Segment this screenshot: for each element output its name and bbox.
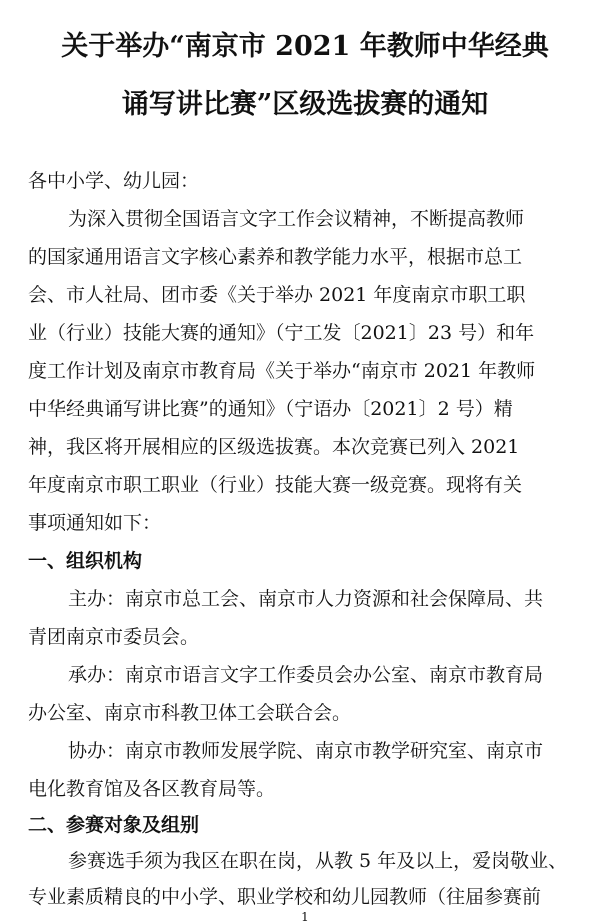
intro-line-2: 的国家通用语言文字核心素养和教学能力水平，根据市总工 [28, 246, 523, 268]
coorganizer-line-1: 协办：南京市教师发展学院、南京市教学研究室、南京市 [68, 740, 544, 762]
organizer-line-1: 承办：南京市语言文字工作委员会办公室、南京市教育局 [68, 664, 544, 686]
intro-line-4: 业（行业）技能大赛的通知》（宁工发〔2021〕23 号）和年 [28, 322, 535, 344]
section-heading-participants: 二、参赛对象及组别 [28, 814, 200, 836]
participants-line-1: 参赛选手须为我区在职在岗，从教 5 年及以上，爱岗敬业、 [68, 850, 568, 872]
section-heading-organization: 一、组织机构 [28, 550, 143, 572]
intro-line-7: 神，我区将开展相应的区级选拔赛。本次竞赛已列入 2021 [28, 436, 520, 458]
salutation: 各中小学、幼儿园： [28, 170, 200, 192]
host-line-1: 主办：南京市总工会、南京市人力资源和社会保障局、共 [68, 588, 544, 610]
page-number: 1 [301, 910, 309, 923]
intro-line-6: 中华经典诵写讲比赛”的通知》（宁语办〔2021〕2 号）精 [28, 398, 513, 420]
document-title-line-2: 诵写讲比赛”区级选拔赛的通知 [121, 89, 489, 120]
intro-line-8: 年度南京市职工职业（行业）技能大赛一级竞赛。现将有关 [28, 474, 523, 496]
coorganizer-line-2: 电化教育馆及各区教育局等。 [28, 778, 276, 800]
intro-line-9: 事项通知如下： [28, 512, 162, 534]
host-line-2: 青团南京市委员会。 [28, 626, 200, 648]
organizer-line-2: 办公室、南京市科教卫体工会联合会。 [28, 702, 352, 724]
intro-line-3: 会、市人社局、团市委《关于举办 2021 年度南京市职工职 [28, 284, 526, 306]
participants-line-2: 专业素质精良的中小学、职业学校和幼儿园教师（往届参赛前 [28, 886, 542, 908]
intro-line-5: 度工作计划及南京市教育局《关于举办“南京市 2021 年教师 [28, 360, 536, 382]
document-title-line-1: 关于举办“南京市 2021 年教师中华经典 [61, 31, 549, 62]
intro-line-1: 为深入贯彻全国语言文字工作会议精神，不断提高教师 [68, 208, 525, 230]
